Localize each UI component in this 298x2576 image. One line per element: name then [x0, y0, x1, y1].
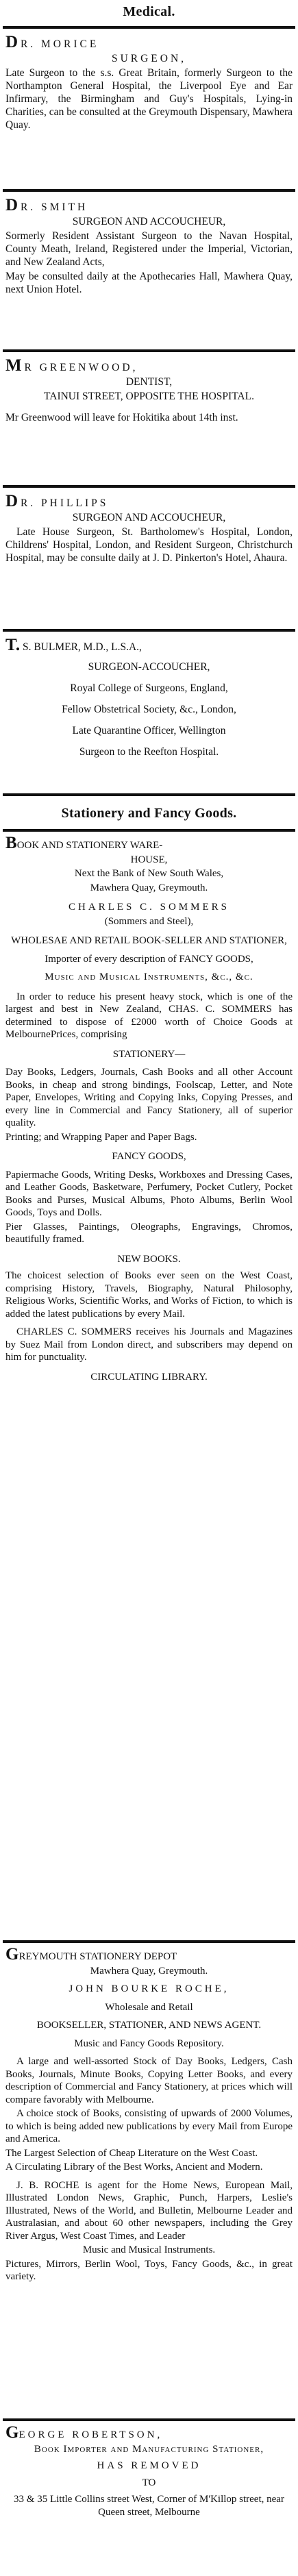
ad-paragraph: Day Books, Ledgers, Journals, Cash Books and all other Account Books, in cheap and strong bindings, Foolscap, Letter, and Note Paper, Envelopes, Writing and Copying Inks, Copying Presses, and every line in Commercial and Fancy Stationery, all of superior quality.	[5, 1067, 293, 1128]
section-heading: NEW BOOKS.	[117, 1253, 181, 1265]
music-line: Music and Musical Instruments, &c., &c.	[45, 971, 253, 982]
divider	[3, 26, 295, 29]
removal-notice: HAS REMOVED	[97, 2460, 201, 2471]
divider	[3, 1940, 295, 1943]
ad-roche	[0, 1944, 298, 2286]
ad-paragraph: J. B. ROCHE is agent for the Home News, European Mail, Illustrated London News, Graphic, Punch, Harpers, Leslie's Illustrated, News of the World, and Bulletin, Melbourne Leader and Australasian, and about 60 other newspapers, including the Grey River Argus, West Coast Times, and Leader	[5, 2179, 293, 2242]
ad-paragraph: A Circulating Library of the Best Works, Ancient and Modern.	[5, 2162, 263, 2172]
dentist-name: R GREENWOOD,	[24, 362, 138, 373]
doctor-name: S. BULMER, M.D., L.S.A.,	[22, 641, 142, 653]
medical-heading: Medical.	[123, 4, 175, 19]
credential-line: Royal College of Surgeons, England,	[70, 682, 228, 694]
ad-paragraph: Music and Musical Instruments.	[82, 2244, 216, 2255]
ad-paragraph: The Largest Selection of Cheap Literature on the West Coast.	[5, 2147, 258, 2159]
proprietor-parens: (Sommers and Steel),	[104, 915, 194, 927]
ad-address-2: Mawhera Quay, Greymouth.	[90, 882, 208, 893]
divider	[3, 485, 295, 488]
ad-paragraph: Printing; and Wrapping Paper and Paper Bags.	[5, 1131, 197, 1143]
ad-smith	[0, 195, 298, 299]
business-type: WHOLESAE AND RETAIL BOOK-SELLER AND STATIONER,	[11, 935, 287, 946]
section-heading: CIRCULATING LIBRARY.	[90, 1371, 208, 1383]
divider	[3, 829, 295, 832]
removal-to: TO	[142, 2477, 156, 2488]
doctor-body: Late House Surgeon, St. Bartholomew's Hospital, London, Childrens' Hospital, London, and Resident Surgeon, Christchurch Hospital, may be consulte daily at J. D. Pinkerton's Hotel, Ahaura.	[5, 526, 293, 564]
divider	[3, 2418, 295, 2421]
ad-sommers	[0, 833, 298, 1386]
ad-headline: REYMOUTH STATIONERY DEPOT	[18, 1951, 177, 1962]
credential-line: Surgeon to the Reefton Hospital.	[79, 746, 219, 758]
drop-cap: D	[5, 196, 18, 214]
ad-paragraph: Papiermache Goods, Writing Desks, Workboxes and Dressing Cases, and Leather Goods, Basketware, Perfumery, Pocket Cutlery, Pocket Books and Purses, Musical Albums, Photo Albums, Berlin Wool Goods, Toys and Dolls.	[5, 1169, 293, 1218]
doctor-name: R. PHILLIPS	[20, 497, 109, 509]
drop-cap: M	[5, 356, 22, 375]
credential-line: Late Quarantine Officer, Wellington	[72, 725, 226, 736]
drop-cap: B	[5, 834, 17, 852]
divider	[3, 793, 295, 796]
doctor-body: Sormerly Resident Assistant Surgeon to the Navan Hospital, County Meath, Ireland, Registered under the Imperial, Victorian, and New Zealand Acts,	[5, 230, 293, 268]
credential-line: Fellow Obstetrical Society, &c., London,	[62, 704, 236, 715]
ad-bulmer	[0, 634, 298, 761]
divider	[3, 349, 295, 352]
ad-paragraph: A large and well-assorted Stock of Day Books, Ledgers, Cash Books, Journals, Minute Books, Copying Letter Books, and every description of Commercial and Fancy Stationery, at prices which will compare favorably with Melbourne.	[5, 2056, 293, 2105]
doctor-title: SURGEON AND ACCOUCHEUR,	[72, 512, 226, 523]
ad-phillips	[0, 491, 298, 567]
divider	[3, 629, 295, 632]
section-heading: STATIONERY—	[112, 1048, 186, 1060]
ad-paragraph: CHARLES C. SOMMERS receives his Journals and Magazines by Suez Mail from London direct, and subscribers may depend on him for punctuality.	[5, 1326, 293, 1363]
drop-cap: D	[5, 492, 18, 510]
doctor-name: R. SMITH	[20, 201, 88, 213]
ad-paragraph: Pier Glasses, Paintings, Oleographs, Engravings, Chromos, beautifully framed.	[5, 1221, 293, 1245]
drop-cap: G	[5, 1945, 19, 1964]
ad-address: Next the Bank of New South Wales,	[74, 868, 224, 879]
dentist-address: TAINUI STREET, OPPOSITE THE HOSPITAL.	[44, 391, 254, 402]
new-address: 33 & 35 Little Collins street West, Corner of M'Killop street, near Queen street, Melbourne	[14, 2494, 284, 2518]
dentist-note: Mr Greenwood will leave for Hokitika about 14th inst.	[5, 412, 238, 423]
section-heading: FANCY GOODS,	[112, 1151, 186, 1162]
doctor-name: R. MORICE	[20, 38, 99, 50]
proprietor-name: CHARLES C. SOMMERS	[69, 902, 229, 913]
business-title: BOOKSELLER, STATIONER, AND NEWS AGENT.	[36, 2020, 262, 2031]
doctor-title: SURGEON-ACCOUCHER,	[88, 661, 210, 673]
dentist-title: DENTIST,	[125, 376, 173, 388]
business-type: Wholesale and Retail	[105, 2001, 193, 2013]
doctor-body-2: May be consulted daily at the Apothecaries Hall, Mawhera Quay, next Union Hotel.	[5, 271, 293, 295]
ad-headline: EORGE ROBERTSON,	[18, 2429, 163, 2440]
doctor-title: SURGEON,	[111, 53, 187, 64]
ad-paragraph: In order to reduce his present heavy stock, which is one of the largest and best in New Zealand, CHAS. C. SOMMERS has determined to dispose of £2000 worth of Choice Goods at MelbournePrices, comprising	[5, 991, 293, 1040]
drop-cap: G	[5, 2423, 19, 2442]
ad-paragraph: The choicest selection of Books ever seen on the West Coast, comprising History, Travels, Biography, Natural Philosophy, Religious Works, Scientific Works, and Works of Fiction, to which is added the latest publications by every Mail.	[5, 1270, 293, 1320]
ad-headline: OOK AND STATIONERY WARE-	[16, 840, 163, 851]
ad-robertson	[0, 2423, 298, 2521]
stationery-heading: Stationery and Fancy Goods.	[61, 806, 237, 821]
ad-paragraph: Pictures, Mirrors, Berlin Wool, Toys, Fancy Goods, &c., in great variety.	[5, 2258, 293, 2282]
doctor-body: Late Surgeon to the s.s. Great Britain, formerly Surgeon to the Northampton General Hospital, the Liverpool Eye and Ear Infirmary, the Birmingham and Guy's Hospitals, Lying-in Charities, can be consulted at the Greymouth Dispensary, Mawhera Quay.	[5, 67, 293, 131]
ad-headline-2: HOUSE,	[130, 854, 168, 865]
importer-line: Importer of every description of FANCY GOODS,	[45, 953, 253, 965]
drop-cap: T.	[5, 636, 21, 654]
music-line: Music and Fancy Goods Repository.	[74, 2038, 224, 2049]
proprietor-name: JOHN BOURKE ROCHE,	[69, 1983, 229, 1994]
ad-morice	[0, 32, 298, 134]
doctor-title: SURGEON AND ACCOUCHEUR,	[72, 216, 226, 227]
ad-address: Mawhera Quay, Greymouth.	[90, 1965, 208, 1977]
ad-subhead: Book Importer and Manufacturing Stationer,	[34, 2443, 264, 2455]
ad-paragraph: A choice stock of Books, consisting of upwards of 2000 Volumes, to which is being added new publications by every Mail from Europe and America.	[5, 2108, 293, 2144]
ad-greenwood	[0, 355, 298, 427]
drop-cap: D	[5, 33, 18, 51]
divider	[3, 189, 295, 192]
